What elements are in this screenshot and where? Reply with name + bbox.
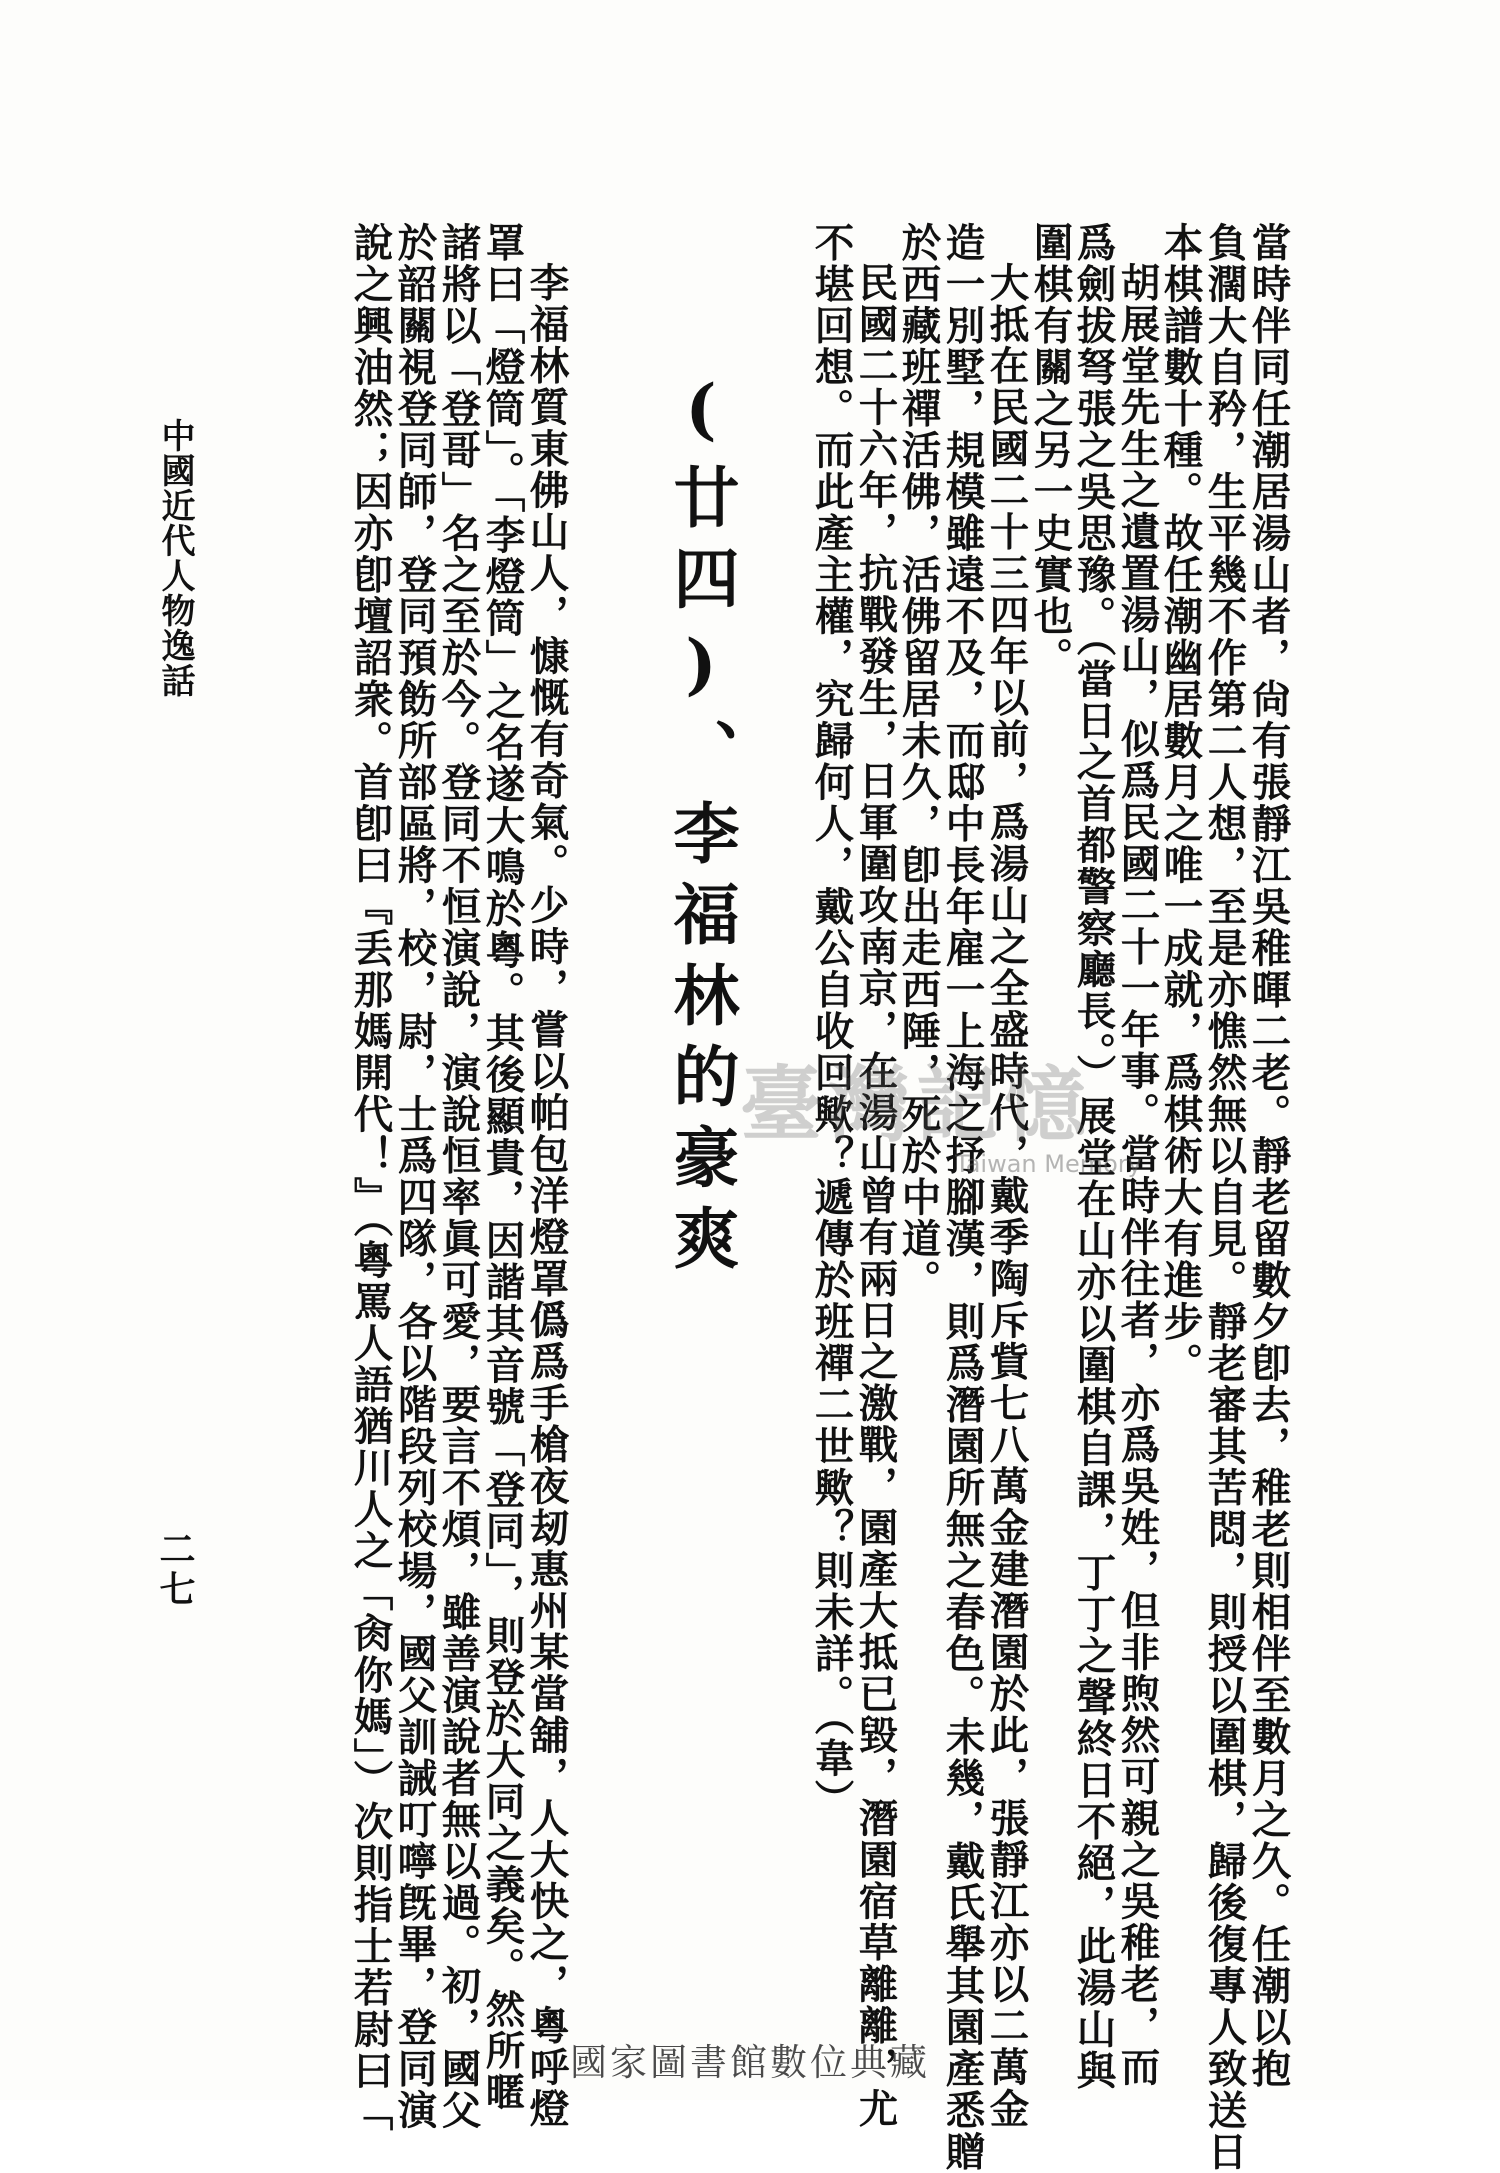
text-column: 不堪回想。而此產主權，究歸何人，戴公自收回歟？遞傳於班禪二世歟？則未詳。（韋） bbox=[808, 222, 855, 1821]
text-column: 於韶關視登同師，登同預飭所部區將，校，尉，士爲四隊，各以階段列校場，國父訓誡叮嚀旣畢，登同演 bbox=[391, 222, 438, 2131]
chapter-title: (廿四)、李福林的豪爽 bbox=[662, 370, 740, 1285]
footer-caption: 國家圖書館數位典藏 bbox=[570, 2041, 930, 2084]
running-head: 中國近代人物逸話 bbox=[155, 418, 195, 698]
text-column: 當時伴同任潮居湯山者，尙有張靜江吳稚暉二老。靜老留數夕卽去，稚老則相伴至數月之久。任潮以抱 bbox=[1245, 222, 1292, 2090]
text-column: 說之興油然；因亦卽壇詔衆。首卽曰『丢那媽開代！』（粵罵人語猶川人之「肏你媽」）次則指士若尉曰「 bbox=[347, 222, 394, 2133]
text-column: 胡展堂先生之遺置湯山，似爲民國二十一年事。當時伴往者，亦爲吳姓，但非煦然可親之吳稚老，而 bbox=[1114, 262, 1161, 2088]
text-column: 李福林質東佛山人，慷慨有奇氣。少時，嘗以帕包洋燈罩僞爲手槍夜刼惠州某當舖，人大快之，粵呼燈 bbox=[523, 262, 570, 2130]
text-column: 負濶大自矜，生平幾不作第二人想，至是亦憔然無以自見。靜老審其苦悶，則授以圍棋，歸後復專人致送日 bbox=[1201, 222, 1248, 2173]
watermark-chinese: 臺灣記憶 bbox=[740, 1057, 1093, 1153]
text-column: 罩曰「燈筒」。「李燈筒」之名遂大鳴於粵。其後顯貴，因諧其音號「登同」，則登於大同之義矣。然所暱 bbox=[479, 222, 526, 2114]
text-column: 圍棋有關之另一史實也。 bbox=[1027, 222, 1074, 679]
text-column: 造一別墅，規模雖遠不及，而邸中長年雇一上海之抒腳漢，則爲潛園所無之春色。未幾，戴氏舉其園產悉贈 bbox=[939, 222, 986, 2173]
text-column: 民國二十六年，抗戰發生，日軍圍攻南京，在湯山曾有兩日之激戰，園產大抵已毀，潛園宿草離離，尤 bbox=[852, 262, 899, 2130]
text-column: 大抵在民國二十三四年以前，爲湯山之全盛時代，戴季陶斥貲七八萬金建潛園於此，張靜江亦以二萬金 bbox=[983, 262, 1030, 2130]
text-column: 於西藏班禪活佛，活佛留居未久，卽出走西陲，死於中道。 bbox=[895, 222, 942, 1301]
text-column: 爲劍拔弩張之吳思豫。（當日之首都警察廳長。）展堂在山亦以圍棋自課，丁丁之聲終日不絕，此湯山與 bbox=[1070, 222, 1117, 2092]
text-column: 本棋譜數十種。故任潮幽居數月之唯一成就，爲棋術大有進步。 bbox=[1157, 222, 1204, 1384]
watermark-english: Taiwan Memory bbox=[955, 1150, 1142, 1178]
text-column: 諸將以「登哥」名之至於今。登同不恒演說，演說恒率眞可愛，要言不煩，雖善演說者無以過。初，國父 bbox=[435, 222, 482, 2131]
page-number: 二七 bbox=[154, 1530, 196, 1610]
